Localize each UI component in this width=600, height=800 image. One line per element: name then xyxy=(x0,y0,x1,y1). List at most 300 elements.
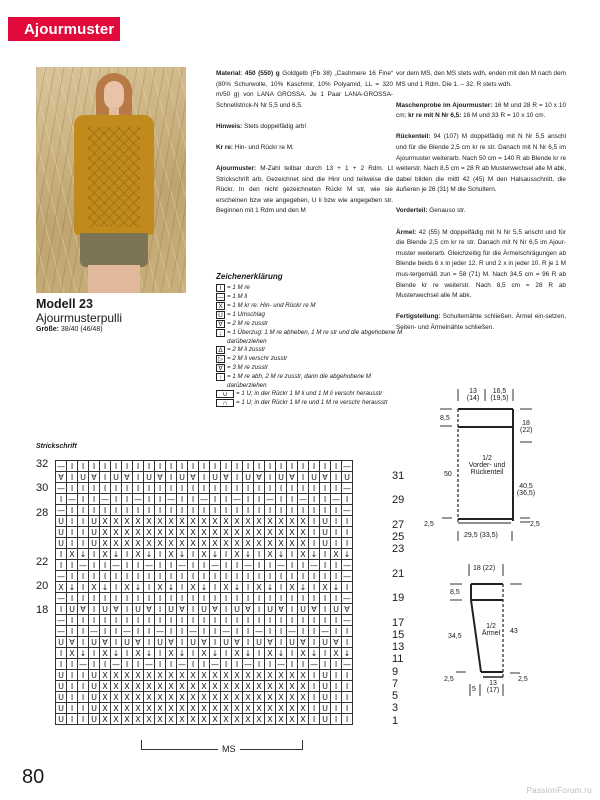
chart-cell: I xyxy=(89,494,100,505)
chart-cell: ↓ xyxy=(210,549,221,560)
chart-cell: — xyxy=(57,483,65,493)
chart-cell: I xyxy=(78,703,89,714)
maschen-text-2: 16 M und 33 R = 10 x 10 cm. xyxy=(463,112,546,120)
chart-cell: X xyxy=(144,516,155,527)
chart-cell: I xyxy=(177,461,188,472)
chart-cell: I xyxy=(210,571,221,582)
chart-cell: ↓ xyxy=(342,648,353,659)
chart-cell: ↓ xyxy=(67,582,78,593)
chart-cell: X xyxy=(166,648,177,659)
row-number: 11 xyxy=(392,653,404,665)
chart-cell: X xyxy=(265,681,276,692)
chart-cell: I xyxy=(111,571,122,582)
chart-cell: X xyxy=(133,527,144,538)
chart-cell: X xyxy=(155,703,166,714)
chart-cell: I xyxy=(67,593,78,604)
chart-cell: I xyxy=(221,659,232,670)
chart-cell: U xyxy=(56,538,67,549)
chart-cell: I xyxy=(188,648,199,659)
chart-cell: X xyxy=(177,714,188,725)
row-number: 15 xyxy=(392,629,405,641)
hinweis-paragraph xyxy=(216,122,393,133)
chart-cell: X xyxy=(199,714,210,725)
dim-top-left: 13 (14) xyxy=(466,388,480,402)
chart-cell: X xyxy=(210,516,221,527)
chart-cell: I xyxy=(265,483,276,494)
chart-row xyxy=(56,659,353,670)
chart-cell: X xyxy=(210,681,221,692)
chart-cell: I xyxy=(342,582,353,593)
legend-item: ∀ = 3 M re zusstr xyxy=(216,364,406,373)
chart-cell: I xyxy=(309,681,320,692)
material-paragraph xyxy=(216,69,393,111)
chart-cell: I xyxy=(199,659,210,670)
chart-cell: U xyxy=(276,472,287,483)
chart-cell: X xyxy=(265,516,276,527)
chart-cell: X xyxy=(265,714,276,725)
vorder-text: Genauso str. xyxy=(429,207,466,215)
chart-cell: I xyxy=(89,560,100,571)
chart-cell: I xyxy=(100,461,111,472)
chart-cell: I xyxy=(155,461,166,472)
chart-cell: X xyxy=(210,670,221,681)
chart-cell: U xyxy=(56,516,67,527)
chart-cell: I xyxy=(100,593,111,604)
chart-cell: — xyxy=(156,626,164,636)
chart-cell: ∀ xyxy=(78,604,89,615)
chart-cell: U xyxy=(320,516,331,527)
chart-cell: I xyxy=(210,593,221,604)
chart-cell: I xyxy=(309,582,320,593)
chart-cell: X xyxy=(100,516,111,527)
chart-cell: I xyxy=(243,582,254,593)
chart-cell: ∀ xyxy=(67,637,78,648)
chart-cell: I xyxy=(210,582,221,593)
chart-cell: I xyxy=(287,659,298,670)
chart-cell: X xyxy=(111,516,122,527)
chart-cell: — xyxy=(167,494,175,504)
row-number: 20 xyxy=(36,580,49,592)
chart-cell: X xyxy=(287,692,298,703)
ajour-continued: vor dem MS, den MS stets wdh, enden mit den M nach dem MS und 1 Rdm. Die 1. – 32. R stets wdh. xyxy=(396,70,566,88)
chart-cell: X xyxy=(166,516,177,527)
chart-cell: X xyxy=(243,692,254,703)
chart-cell: I xyxy=(78,637,89,648)
chart-cell: I xyxy=(320,571,331,582)
chart-cell: X xyxy=(177,670,188,681)
chart-cell: I xyxy=(276,593,287,604)
chart-cell: I xyxy=(221,461,232,472)
maschen-text-1: 16 M und 28 R = 10 x 10 cm; xyxy=(396,101,566,120)
row-number: 25 xyxy=(392,531,405,543)
chart-cell: I xyxy=(309,538,320,549)
chart-cell: I xyxy=(287,615,298,626)
row-number: 31 xyxy=(392,470,405,482)
chart-cell: I xyxy=(331,626,342,637)
chart-cell: I xyxy=(166,571,177,582)
chart-cell: I xyxy=(67,560,78,571)
chart-cell: I xyxy=(298,505,309,516)
chart-cell: U xyxy=(265,604,276,615)
chart-cell: I xyxy=(188,549,199,560)
chart-cell: — xyxy=(332,494,340,504)
chart-cell: X xyxy=(155,527,166,538)
chart-cell: X xyxy=(243,681,254,692)
chart-cell: — xyxy=(343,560,351,570)
chart-cell: ∀ xyxy=(177,604,188,615)
chart-cell: I xyxy=(78,615,89,626)
chart-cell: I xyxy=(177,626,188,637)
chart-row xyxy=(56,472,353,483)
chart-cell: X xyxy=(122,516,133,527)
chart-cell: I xyxy=(166,615,177,626)
chart-cell: — xyxy=(343,571,351,581)
chart-cell: I xyxy=(221,604,232,615)
chart-cell: U xyxy=(320,538,331,549)
chart-cell: X xyxy=(166,670,177,681)
k3tog-symbol-icon: ∀ xyxy=(216,364,225,372)
chart-cell: I xyxy=(111,626,122,637)
chart-cell: I xyxy=(166,472,177,483)
chart-cell: I xyxy=(78,670,89,681)
chart-cell: I xyxy=(309,516,320,527)
chart-cell: X xyxy=(254,681,265,692)
chart-cell: I xyxy=(67,615,78,626)
chart-cell: — xyxy=(57,626,65,636)
chart-cell: I xyxy=(166,593,177,604)
chart-cell: I xyxy=(67,714,78,725)
maschen-label: Maschenprobe im Ajourmuster: xyxy=(396,101,493,109)
chart-cell: I xyxy=(188,659,199,670)
chart-cell: — xyxy=(189,626,197,636)
chart-cell: X xyxy=(221,516,232,527)
chart-cell: X xyxy=(111,703,122,714)
chart-cell: I xyxy=(78,538,89,549)
aermel-paragraph xyxy=(396,228,566,302)
hinweis-text: Stets doppelfädig arb! xyxy=(244,122,307,130)
chart-cell: I xyxy=(122,549,133,560)
chart-cell: I xyxy=(155,604,166,615)
chart-cell: X xyxy=(287,670,298,681)
chart-row xyxy=(56,483,353,494)
dim-sleeve-bottom: 13 (17) xyxy=(486,680,500,694)
chart-cell: ∀ xyxy=(342,604,353,615)
chart-cell: X xyxy=(254,692,265,703)
chart-cell: ↓ xyxy=(166,582,177,593)
chart-cell: X xyxy=(177,527,188,538)
chart-cell: I xyxy=(254,615,265,626)
chart-cell: I xyxy=(188,505,199,516)
chart-cell: I xyxy=(265,626,276,637)
chart-cell: I xyxy=(67,472,78,483)
section-tag: Ajourmuster xyxy=(8,17,120,41)
chart-cell: — xyxy=(255,626,263,636)
chart-cell: I xyxy=(111,505,122,516)
chart-cell: — xyxy=(134,494,142,504)
chart-cell: U xyxy=(144,472,155,483)
chart-cell: I xyxy=(67,670,78,681)
chart-cell: — xyxy=(79,560,87,570)
chart-cell: I xyxy=(342,714,353,725)
chart-cell: I xyxy=(122,461,133,472)
chart-cell: X xyxy=(188,714,199,725)
chart-cell: I xyxy=(342,538,353,549)
chart-cell: I xyxy=(309,637,320,648)
chart-cell: — xyxy=(343,659,351,669)
chart-cell: I xyxy=(254,494,265,505)
chart-cell: X xyxy=(166,538,177,549)
chart-cell: U xyxy=(56,714,67,725)
chart-row xyxy=(56,637,353,648)
chart-cell: I xyxy=(56,659,67,670)
chart-cell: I xyxy=(232,472,243,483)
chart-cell: I xyxy=(155,659,166,670)
chart-cell: I xyxy=(89,593,100,604)
chart-cell: ∀ xyxy=(320,472,331,483)
vorder-paragraph xyxy=(396,206,566,217)
chart-cell: I xyxy=(100,626,111,637)
dim-sleeve-bottom-left: 5 xyxy=(472,686,476,693)
chart-cell: — xyxy=(277,560,285,570)
chart-cell: — xyxy=(178,659,186,669)
chart-cell: U xyxy=(320,692,331,703)
chart-cell: I xyxy=(331,615,342,626)
chart-cell: X xyxy=(276,714,287,725)
row-number: 17 xyxy=(392,617,405,629)
chart-cell: I xyxy=(309,483,320,494)
chart-cell: ↓ xyxy=(298,582,309,593)
chart-cell: I xyxy=(67,703,78,714)
chart-cell: I xyxy=(199,472,210,483)
chart-cell: I xyxy=(243,615,254,626)
chart-cell: I xyxy=(232,461,243,472)
chart-cell: I xyxy=(265,593,276,604)
chart-cell: I xyxy=(188,483,199,494)
dim-sleeve-right-bottom: 2,5 xyxy=(518,676,528,683)
chart-cell: I xyxy=(287,494,298,505)
chart-cell: I xyxy=(265,560,276,571)
chart-cell: I xyxy=(166,505,177,516)
chart-cell: — xyxy=(145,659,153,669)
chart-cell: X xyxy=(221,670,232,681)
chart-cell: X xyxy=(155,516,166,527)
chart-cell: I xyxy=(342,692,353,703)
chart-cell: I xyxy=(254,604,265,615)
chart-cell: I xyxy=(78,714,89,725)
chart-cell: I xyxy=(67,483,78,494)
chart-cell: U xyxy=(56,703,67,714)
chart-cell: I xyxy=(100,483,111,494)
chart-cell: — xyxy=(343,483,351,493)
chart-cell: I xyxy=(309,571,320,582)
chart-cell: I xyxy=(210,615,221,626)
chart-cell: I xyxy=(320,494,331,505)
chart-cell: I xyxy=(78,681,89,692)
chart-cell: I xyxy=(331,692,342,703)
row-number: 21 xyxy=(392,568,405,580)
row-number: 27 xyxy=(392,519,405,531)
chart-cell: X xyxy=(133,648,144,659)
chart-cell: X xyxy=(155,538,166,549)
chart-cell: X xyxy=(210,714,221,725)
chart-cell: X xyxy=(122,527,133,538)
chart-cell: X xyxy=(100,527,111,538)
chart-cell: I xyxy=(133,560,144,571)
chart-cell: I xyxy=(298,472,309,483)
chart-cell: I xyxy=(111,461,122,472)
purl-symbol-icon: — xyxy=(217,294,224,301)
chart-cell: I xyxy=(342,626,353,637)
chart-cell: I xyxy=(265,505,276,516)
chart-cell: I xyxy=(67,461,78,472)
legend-item: X = 1 M kr re: Hin- und Rückr re M xyxy=(216,302,406,311)
chart-cell: I xyxy=(309,461,320,472)
chart-cell: I xyxy=(199,505,210,516)
yo-knit-increase-symbol-icon: ∩ xyxy=(216,399,234,407)
instructions-column-1 xyxy=(216,69,393,228)
chart-cell: X xyxy=(298,549,309,560)
chart-cell: X xyxy=(111,692,122,703)
chart-cell: I xyxy=(111,582,122,593)
row-number: 7 xyxy=(392,678,399,690)
chart-cell: X xyxy=(254,714,265,725)
legend-item: ∩ = 1 U; in der Rückr 1 M re und 1 M re verschr herausstr xyxy=(216,399,406,408)
chart-cell: — xyxy=(57,571,65,581)
chart-row xyxy=(56,516,353,527)
chart-cell: I xyxy=(67,681,78,692)
chart-cell: X xyxy=(232,549,243,560)
chart-cell: — xyxy=(299,494,307,504)
chart-row xyxy=(56,615,353,626)
chart-cell: ∀ xyxy=(111,604,122,615)
chart-cell: I xyxy=(243,593,254,604)
chart-cell: X xyxy=(287,703,298,714)
chart-cell: I xyxy=(265,472,276,483)
chart-cell: I xyxy=(199,593,210,604)
chart-row xyxy=(56,681,353,692)
chart-cell: X xyxy=(243,527,254,538)
row-number: 22 xyxy=(36,556,49,568)
row-number: 3 xyxy=(392,702,399,714)
chart-cell: I xyxy=(89,659,100,670)
chart-cell: U xyxy=(298,604,309,615)
chart-cell: I xyxy=(309,714,320,725)
chart-cell: X xyxy=(100,670,111,681)
size-value: 38/40 (46/48) xyxy=(60,326,103,333)
dim-sleeve-left-mid: 34,5 xyxy=(448,633,462,640)
chart-cell: U xyxy=(254,637,265,648)
chart-cell: X xyxy=(298,538,309,549)
chart-cell: — xyxy=(178,560,186,570)
chart-cell: X xyxy=(67,648,78,659)
chart-cell: I xyxy=(133,659,144,670)
chart-cell: X xyxy=(287,681,298,692)
chart-cell: I xyxy=(232,626,243,637)
chart-cell: ↓ xyxy=(342,549,353,560)
row-number: 23 xyxy=(392,543,405,555)
legend-item: ▷ = 2 M li verschr zusstr xyxy=(218,355,288,363)
dim-sleeve-right-mid: 43 xyxy=(510,628,518,635)
chart-cell: I xyxy=(122,648,133,659)
chart-cell: U xyxy=(56,527,67,538)
chart-cell: U xyxy=(155,637,166,648)
chart-cell: I xyxy=(254,461,265,472)
chart-cell: I xyxy=(56,604,67,615)
chart-cell: I xyxy=(177,483,188,494)
chart-cell: X xyxy=(298,527,309,538)
chart-cell: I xyxy=(122,571,133,582)
chart-cell: I xyxy=(287,461,298,472)
chart-cell: — xyxy=(244,659,252,669)
chart-cell: X xyxy=(100,538,111,549)
chart-cell: I xyxy=(188,494,199,505)
chart-cell: U xyxy=(342,472,353,483)
chart-cell: X xyxy=(276,703,287,714)
chart-cell: ∀ xyxy=(276,604,287,615)
chart-cell: I xyxy=(144,615,155,626)
chart-row xyxy=(56,593,353,604)
chart-row xyxy=(56,582,353,593)
chart-cell: I xyxy=(243,505,254,516)
chart-cell: — xyxy=(57,461,65,471)
chart-cell: X xyxy=(287,582,298,593)
chart-cell: U xyxy=(320,637,331,648)
chart-cell: I xyxy=(331,560,342,571)
chart-cell: I xyxy=(133,505,144,516)
chart-cell: I xyxy=(155,549,166,560)
chart-cell: X xyxy=(188,527,199,538)
chart-cell: I xyxy=(78,516,89,527)
chart-cell: ∀ xyxy=(254,472,265,483)
chart-cell: — xyxy=(211,560,219,570)
chart-cell: X xyxy=(232,527,243,538)
chart-cell: — xyxy=(222,626,230,636)
chart-cell: I xyxy=(331,527,342,538)
chart-cell: I xyxy=(287,571,298,582)
chart-cell: X xyxy=(199,648,210,659)
chart-cell: I xyxy=(320,604,331,615)
chart-cell: I xyxy=(133,472,144,483)
chart-cell: ↓ xyxy=(276,549,287,560)
dim-right-mid: 40,5 (36,5) xyxy=(516,483,536,497)
chart-cell: I xyxy=(111,483,122,494)
chart-cell: X xyxy=(166,681,177,692)
chart-cell: X xyxy=(56,582,67,593)
legend-item: ∀ = 2 M re zusstr xyxy=(216,320,406,329)
chart-cell: I xyxy=(78,494,89,505)
chart-cell: I xyxy=(78,692,89,703)
chart-cell: U xyxy=(309,472,320,483)
chart-cell: I xyxy=(155,505,166,516)
chart-cell: X xyxy=(166,527,177,538)
chart-cell: I xyxy=(89,615,100,626)
chart-cell: I xyxy=(298,626,309,637)
chart-cell: — xyxy=(145,560,153,570)
chart-cell: I xyxy=(276,582,287,593)
p2tog-symbol-icon: Δ xyxy=(216,346,225,354)
chart-cell: I xyxy=(67,626,78,637)
row-number: 5 xyxy=(392,690,399,702)
chart-cell: X xyxy=(243,516,254,527)
chart-cell: I xyxy=(221,560,232,571)
chart-cell: X xyxy=(188,681,199,692)
chart-cell: X xyxy=(188,538,199,549)
chart-cell: ↓ xyxy=(78,648,89,659)
chart-cell: I xyxy=(177,582,188,593)
chart-cell: I xyxy=(133,483,144,494)
chart-cell: ↓ xyxy=(232,582,243,593)
chart-cell: — xyxy=(211,659,219,669)
